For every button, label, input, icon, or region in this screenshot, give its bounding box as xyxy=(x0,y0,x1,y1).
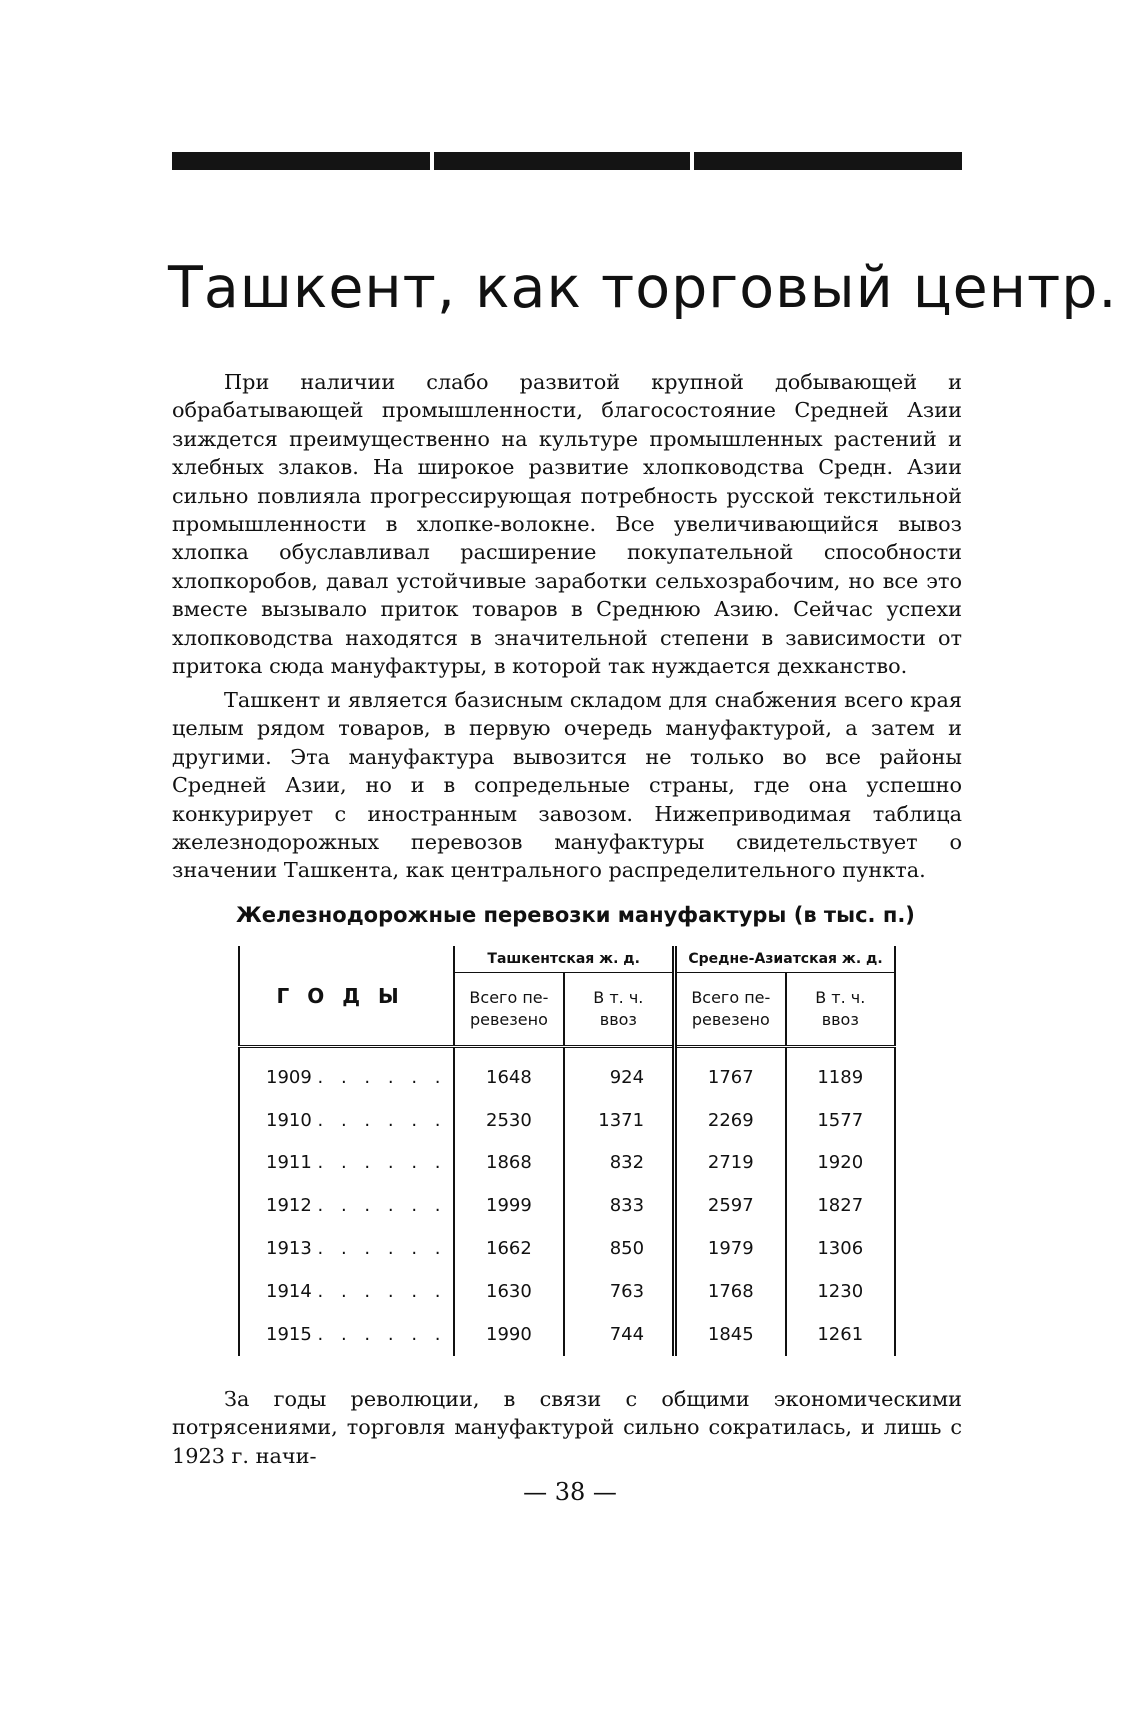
central-asian-total-cell: 2719 xyxy=(675,1142,786,1185)
header-rule-gap xyxy=(690,152,694,170)
central-asian-railway-header: Средне-Азиатская ж. д. xyxy=(675,946,895,973)
central-asian-total-cell: 1845 xyxy=(675,1313,786,1356)
central-asian-total-cell: 2269 xyxy=(675,1099,786,1142)
tashkent-import-cell: 1371 xyxy=(564,1099,675,1142)
paragraph-3: За годы революции, в связи с общими экономическими потрясениями, торговля мануфактурой сильно сократилась, и лишь с 1923 г. начи- xyxy=(172,1387,962,1468)
central-asian-import-cell: 1306 xyxy=(786,1227,895,1270)
tashkent-total-cell: 1648 xyxy=(454,1047,563,1099)
tashkent-total-header: Всего пе- ревезено xyxy=(454,973,563,1047)
tashkent-railway-header: Ташкентская ж. д. xyxy=(454,946,674,973)
tashkent-import-header: В т. ч. ввоз xyxy=(564,973,675,1047)
year-cell: 1914 . . . . . . xyxy=(239,1270,454,1313)
central-asian-total-cell: 2597 xyxy=(675,1184,786,1227)
central-asian-import-cell: 1230 xyxy=(786,1270,895,1313)
table-row xyxy=(239,1227,895,1270)
central-asian-import-cell: 1577 xyxy=(786,1099,895,1142)
year-cell: 1913 . . . . . . xyxy=(239,1227,454,1270)
central-asian-import-header: В т. ч. ввоз xyxy=(786,973,895,1047)
year-cell: 1910 . . . . . . xyxy=(239,1099,454,1142)
year-cell: 1912 . . . . . . xyxy=(239,1184,454,1227)
header-rule xyxy=(172,152,962,170)
central-asian-import-cell: 1189 xyxy=(786,1047,895,1099)
central-asian-import-cell: 1920 xyxy=(786,1142,895,1185)
tashkent-total-cell: 1868 xyxy=(454,1142,563,1185)
tashkent-total-cell: 1630 xyxy=(454,1270,563,1313)
header-rule-gap xyxy=(430,152,434,170)
year-cell: 1909 . . . . . . xyxy=(239,1047,454,1099)
central-asian-total-cell: 1767 xyxy=(675,1047,786,1099)
tashkent-import-cell: 832 xyxy=(564,1142,675,1185)
tashkent-import-cell: 744 xyxy=(564,1313,675,1356)
tashkent-total-cell: 1662 xyxy=(454,1227,563,1270)
year-cell: 1915 . . . . . . xyxy=(239,1313,454,1356)
central-asian-total-header: Всего пе- ревезено xyxy=(675,973,786,1047)
tashkent-import-cell: 833 xyxy=(564,1184,675,1227)
table-row xyxy=(239,1047,895,1099)
central-asian-import-cell: 1827 xyxy=(786,1184,895,1227)
table-row xyxy=(239,1142,895,1185)
years-header: ГОДЫ xyxy=(239,946,454,1047)
page-title: Ташкент, как торговый центр. xyxy=(168,255,1118,321)
table-title: Железнодорожные перевозки мануфактуры (в тыс. п.) xyxy=(236,903,915,927)
table-row xyxy=(239,1270,895,1313)
tashkent-import-cell: 924 xyxy=(564,1047,675,1099)
tashkent-total-cell: 1999 xyxy=(454,1184,563,1227)
paragraph-1: При наличии слабо развитой крупной добывающей и обрабатывающей промышленности, благосостояние Средней Азии зиждется преимущественно на культуре промышленных растений и хлебных злаков. На широкое развитие хлопководства Средн. Азии сильно повлияла прогрессирующая потребность русской текстильной промышленности в хлопке-волокне. Все увеличивающийся вывоз хлопка обуславливал расширение покупательной способности хлопкоробов, давал устойчивые заработки сельхозрабочим, но все это вместе вызывало приток товаров в Среднюю Азию. Сейчас успехи хлопководства находятся в значительной степени в зависимости от притока сюда мануфактуры, в которой так нуждается дехканство. xyxy=(172,370,962,679)
central-asian-total-cell: 1979 xyxy=(675,1227,786,1270)
shipments-table xyxy=(238,946,896,1356)
tashkent-total-cell: 2530 xyxy=(454,1099,563,1142)
central-asian-total-cell: 1768 xyxy=(675,1270,786,1313)
table-row xyxy=(239,1184,895,1227)
page-number: — 38 — xyxy=(523,1478,617,1506)
tashkent-import-cell: 850 xyxy=(564,1227,675,1270)
table-row xyxy=(239,1099,895,1142)
tashkent-import-cell: 763 xyxy=(564,1270,675,1313)
year-cell: 1911 . . . . . . xyxy=(239,1142,454,1185)
paragraph-2: Ташкент и является базисным складом для снабжения всего края целым рядом товаров, в первую очередь мануфактурой, а затем и другими. Эта мануфактура вывозится не только во все районы Средней Азии, но и в сопредельные страны, где она успешно конкурирует с иностранным завозом. Нижеприводимая таблица железнодорожных перевозов мануфактуры свидетельствует о значении Ташкента, как центрального распределительного пункта. xyxy=(172,688,962,883)
central-asian-import-cell: 1261 xyxy=(786,1313,895,1356)
table-row xyxy=(239,1313,895,1356)
tashkent-total-cell: 1990 xyxy=(454,1313,563,1356)
